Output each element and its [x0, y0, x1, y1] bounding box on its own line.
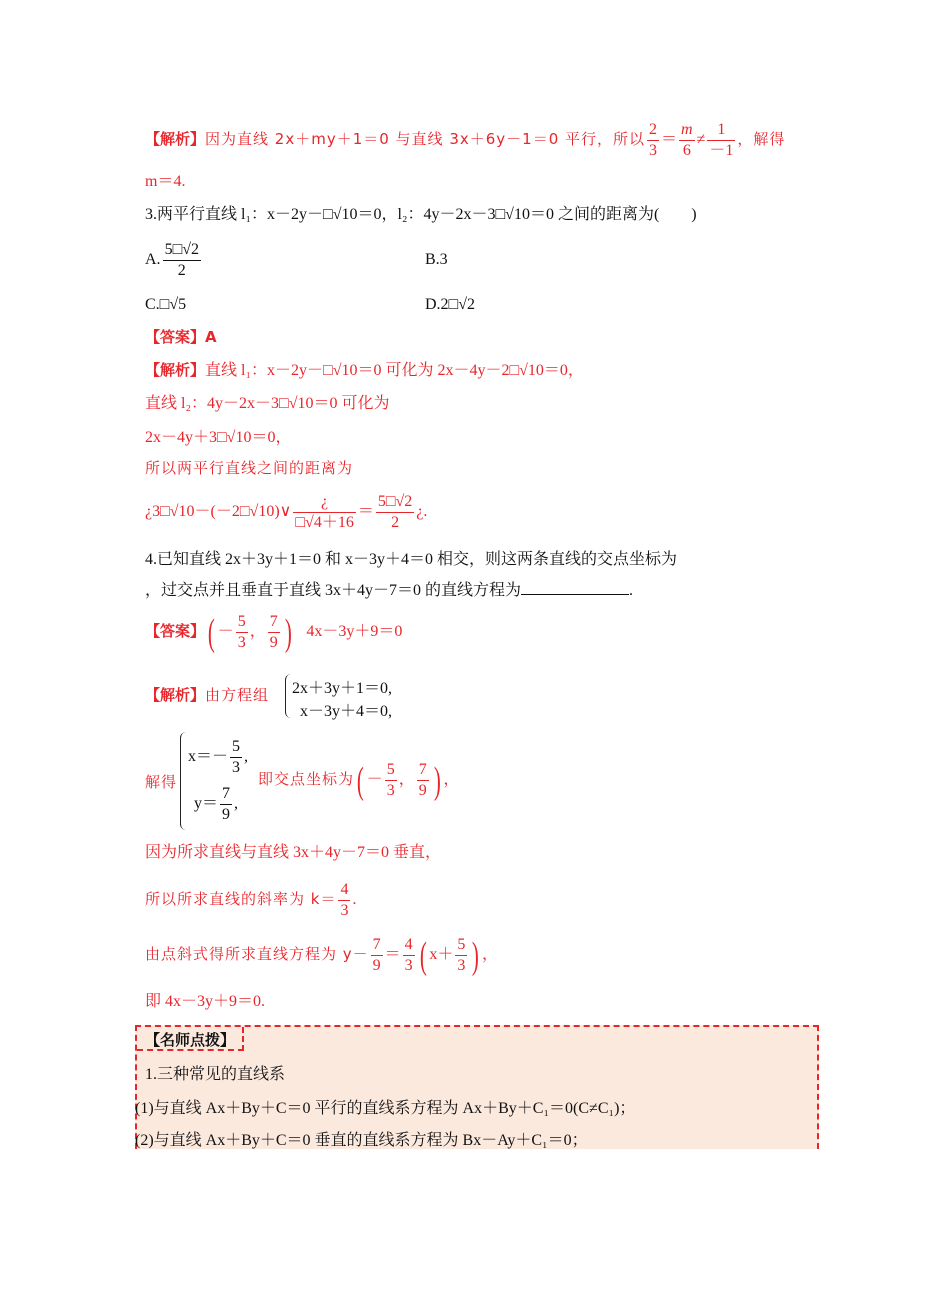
slope-line: 所以所求直线的斜率为 k＝ $\frac{4}{3}$ . [145, 881, 357, 919]
q3-analysis-3: 2x－4y＋3□√10＝0， [145, 429, 292, 446]
fraction: $\frac{¿}{□√4+16}$ [295, 493, 354, 531]
solution-brace [180, 732, 187, 830]
tips-title: 【名师点拨】 [145, 1031, 236, 1049]
fraction: $\frac{4}{3}$ [404, 936, 413, 974]
q3-analysis-1: 【解析】直线 l₁：x－2y－□√10＝0 可化为 2x－4y－2□√10＝0， [145, 361, 584, 379]
tips-line-2: (1)与直线 Ax＋By＋C＝0 平行的直线系方程为 Ax＋By＋C₁＝0(C≠C₁)； [135, 1100, 636, 1117]
solve-intro: 解得 [145, 773, 178, 791]
q4-stem-1: 4.已知直线 2x＋3y＋1＝0 和 x－3y＋4＝0 相交，则这两条直线的交点坐标为 [145, 551, 678, 568]
point-slope-line: 由点斜式得所求直线方程为 y－ $\frac{7}{9}$ ＝ $\frac{4}{3}$ ( x＋ $\frac{5}{3}$ ) ， [145, 934, 499, 977]
final-answer: 即 4x－3y＋9＝0. [145, 993, 266, 1010]
q3-option-b: B.3 [425, 251, 448, 268]
fraction: $\frac{7}{9}$ [269, 613, 278, 651]
solution-y: y＝ $\frac{7}{9}$ , [194, 785, 239, 823]
answer-tag: 【答案】 [145, 622, 206, 641]
fraction: $\frac{4}{3}$ [340, 881, 349, 919]
q4-analysis-intro: 【解析】由方程组 [145, 686, 270, 704]
q2-analysis-line: 【解析】因为直线 2x＋my＋1＝0 与直线 3x＋6y－1＝0 平行，所以 $\frac{2}{3}$ ＝ $\frac{m}{6}$ ≠ $\frac{1}{-1}$ ，解得 [145, 121, 786, 159]
fraction: $\frac{7}{9}$ [222, 785, 231, 823]
perpendicular-note: 因为所求直线与直线 3x＋4y－7＝0 垂直， [145, 844, 442, 861]
answer-tag: 【答案】 [145, 328, 206, 346]
fraction: $\frac{2}{3}$ [649, 121, 658, 159]
q3-answer: 【答案】A [145, 328, 217, 346]
equation-brace [285, 674, 292, 718]
fraction: $\frac{m}{6}$ [681, 121, 693, 159]
tips-line-3: (2)与直线 Ax＋By＋C＝0 垂直的直线系方程为 Bx－Ay＋C₁＝0； [135, 1132, 588, 1149]
analysis-tag: 【解析】 [145, 361, 206, 379]
system-eq-2: x－3y＋4＝0, [300, 703, 393, 720]
q3-option-a: A. $\frac{5□√2}{2}$ [145, 241, 200, 279]
analysis-tag: 【解析】 [145, 130, 206, 149]
q4-answer: 【答案】( － $\frac{5}{3}$ ， $\frac{7}{9}$ ) 4x－3y＋9＝0 [145, 611, 403, 654]
q3-distance-formula: ¿3□√10－(－2□√10)∨ $\frac{¿}{□√4+16}$ ＝ $\frac{5□√2}{2}$ ¿. [145, 493, 428, 531]
fraction: $\frac{7}{9}$ [418, 761, 427, 799]
fraction: $\frac{5}{3}$ [232, 738, 241, 776]
q3-analysis-2: 直线 l₂：4y－2x－3□√10＝0 可化为 [145, 395, 390, 412]
fraction: $\frac{5□√2}{2}$ [164, 241, 200, 279]
fraction: $\frac{5□√2}{2}$ [377, 493, 413, 531]
q3-analysis-4: 所以两平行直线之间的距离为 [145, 459, 354, 477]
fraction: $\frac{1}{-1}$ [709, 121, 734, 159]
q3-option-c: C.□√5 [145, 296, 187, 313]
answer-blank [521, 580, 629, 595]
q4-stem-2: ，过交点并且垂直于直线 3x＋4y－7＝0 的直线方程为 . [145, 582, 634, 599]
fraction: $\frac{5}{3}$ [386, 761, 395, 799]
q3-option-d: D.2□√2 [425, 296, 475, 313]
fraction: $\frac{5}{3}$ [457, 936, 466, 974]
intersection-point: 即交点坐标为( － $\frac{5}{3}$ ， $\frac{7}{9}$ ) ， [258, 759, 460, 802]
tips-box [135, 1025, 819, 1149]
q2-result: m＝4. [145, 173, 186, 190]
analysis-tag: 【解析】 [145, 686, 206, 704]
tips-line-1: 1.三种常见的直线系 [145, 1066, 286, 1083]
fraction: $\frac{7}{9}$ [372, 936, 381, 974]
system-eq-1: 2x＋3y＋1＝0, [292, 680, 393, 697]
q3-stem: 3.两平行直线 l₁：x－2y－□√10＝0，l₂：4y－2x－3□√10＝0 之间的距离为( ) [145, 206, 697, 223]
solution-x: x＝－ $\frac{5}{3}$ , [188, 738, 249, 776]
fraction: $\frac{5}{3}$ [237, 613, 246, 651]
q2-analysis-text: 因为直线 2x＋my＋1＝0 与直线 3x＋6y－1＝0 平行，所以 [205, 130, 646, 149]
